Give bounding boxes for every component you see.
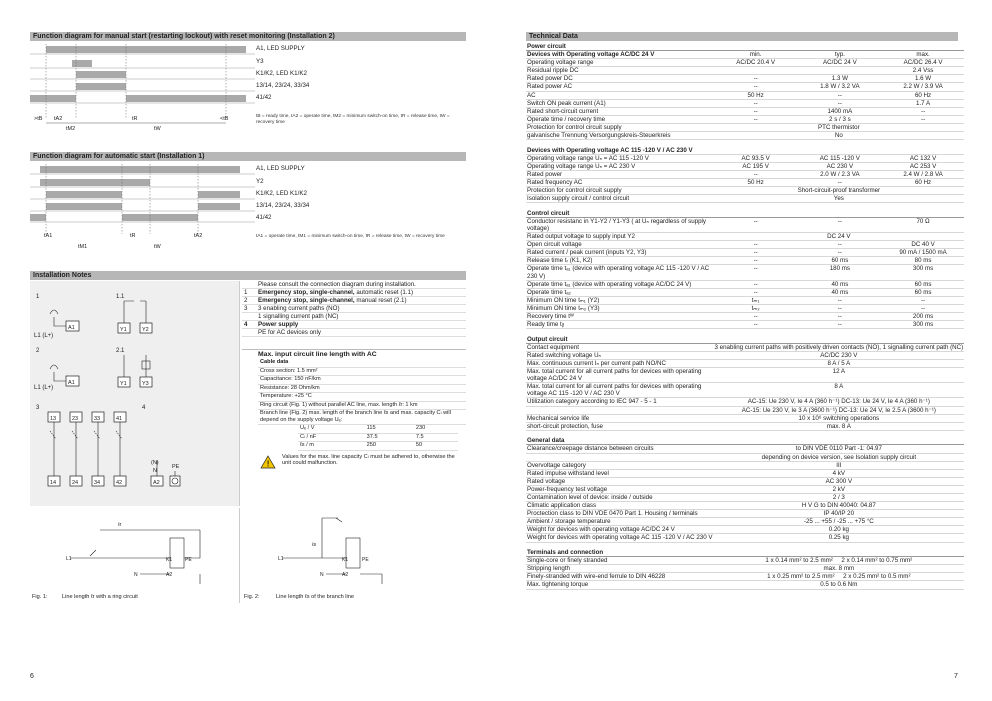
control-row: Conductor resistanc in Y1-Y2 / Y1-Y3 ( at Uₙ regardless of supply voltage) -- -- 70 Ω [526, 217, 964, 232]
tick-ta1-auto: tA1 [44, 233, 53, 239]
cable-row: Temperature: +25 °C [258, 393, 466, 402]
power-row: Operating voltage range AC/DC 20.4 V AC/DC 24 V AC/DC 26.4 V [526, 59, 964, 67]
label-t14: 14 [50, 480, 57, 486]
output-row: short-circuit protection, fuse max. 8 A [526, 422, 964, 430]
cable-subtitle: Cable data [258, 359, 466, 367]
output-row: Max. total current for all current paths for devices with operating voltage AC/DC 24 V 12 A [526, 368, 964, 383]
svg-text:PE: PE [362, 557, 369, 563]
fig1-svg [30, 508, 240, 592]
power-row: Residual ripple DC 2.4 Vss [526, 67, 964, 75]
install-intro: Please consult the connection diagram during installation. [256, 281, 466, 289]
svg-text:!: ! [266, 459, 270, 468]
right-page [496, 0, 992, 701]
auto-diagram [30, 162, 466, 262]
install-item: PE for AC devices only [242, 329, 466, 337]
power-row: AC 50 Hz -- 60 Hz [526, 91, 964, 99]
tick-tm1-auto: tM1 [78, 244, 88, 250]
manual-diagram [30, 42, 466, 147]
svg-text:ℓs: ℓs [312, 542, 317, 548]
manual-row-0: A1, LED SUPPLY [256, 45, 305, 52]
manual-diagram-title: Function diagram for manual start (restarting lockout) with reset monitoring (Installation 2) [30, 32, 466, 41]
terminals-row: Stripping length max. 8 mm [526, 565, 964, 573]
manual-legend: tB = ready time, tA2 = operate time, tM2 = minimum switch-on time, tR = release time, tW = recovery time [256, 114, 450, 126]
page-number-right: 7 [954, 673, 958, 680]
label-l1-a: L1 (L+) [34, 333, 54, 339]
fig2-caption: Line length ℓs of the branch line [276, 594, 354, 600]
label-y3: Y3 [142, 381, 149, 387]
terminals-row: Max. tightening torque 0.5 to 0.6 Nm [526, 581, 964, 589]
svg-text:L1: L1 [66, 556, 72, 562]
cable-branch: Branch line (Fig. 2) max. length of the branch line ℓs and max. capacity Cₗ will depend on the supply voltage Uₑ: [258, 410, 466, 425]
auto-diagram-title: Function diagram for automatic start (Installation 1) [30, 152, 466, 161]
svg-text:N: N [153, 468, 157, 474]
general-row: Climatic application class H V G to DIN 40040: 04.87 [526, 502, 964, 510]
auto-row-2: K1/K2, LED K1/K2 [256, 190, 307, 197]
label-t33: 33 [94, 416, 101, 422]
general-row: depending on device version, see Isolation supply circuit [526, 453, 964, 461]
general-row: Contamination level of device: inside / outside 2 / 3 [526, 493, 964, 501]
install-item: 2 Emergency stop, single-channel, manual reset (2.1) [242, 297, 466, 305]
auto-row-3: 13/14, 23/24, 33/34 [256, 202, 310, 209]
cable-section [242, 349, 466, 472]
control-row: Rated current / peak current (inputs Y2, Y3) -- -- 90 mA / 1500 mA [526, 249, 964, 257]
power-ac-row: Isolation supply circuit / control circuit Yes [526, 195, 964, 203]
auto-timing-svg [30, 162, 255, 262]
label-y1-1: Y1 [120, 327, 127, 333]
tick-tb-manual: >tB [34, 116, 43, 122]
tick-tm2-manual: tM2 [66, 126, 76, 132]
fig1 [30, 508, 240, 603]
label-a1-1: A1 [68, 325, 75, 331]
general-row: Weight for devices with operating voltage AC 115 -120 V / AC 230 V 0.25 kg [526, 534, 964, 542]
control-row: Recovery time tᵂ -- -- 200 ms [526, 313, 964, 321]
svg-text:K1: K1 [166, 557, 173, 563]
label-d3: 3 [36, 405, 40, 411]
output-row: Mechanical service life 10 x 10⁶ switching operations [526, 414, 964, 422]
output-row: Max. continuous current Iₙ per current path NO/NC 8 A / 5 A [526, 359, 964, 367]
output-title: Output circuit [526, 336, 964, 344]
svg-text:N: N [320, 572, 324, 578]
install-notes-table [242, 281, 466, 337]
cable-ring: Ring circuit (Fig. 1) without parallel AC line, max. length ℓr: 1 km [258, 401, 466, 410]
label-t23: 23 [72, 416, 79, 422]
tech-data [526, 43, 964, 590]
general-row: Weight for devices with operating voltage AC/DC 24 V 0.20 kg [526, 526, 964, 534]
install-item: 1 signalling current path (NC) [242, 313, 466, 321]
cable-warning: ! Values for the max. line capacity Cₗ must be adhered to, otherwise the unit could malfunction. [258, 454, 466, 472]
manual-timing-svg [30, 42, 255, 147]
label-d1: 1 [36, 294, 40, 300]
power-row: galvanische Trennung Versorgungskreis-Steuerkreis No [526, 132, 964, 140]
general-title: General data [526, 437, 964, 445]
power-row: Operate time / recovery time -- 2 s / 3 s -- [526, 115, 964, 123]
label-l1-b: L1 (L+) [34, 385, 54, 391]
label-t41: 41 [116, 416, 123, 422]
label-d4: 4 [142, 405, 146, 411]
power-row: Rated short-circuit current -- 1400 mA -- [526, 107, 964, 115]
tech-title: Technical Data [526, 32, 958, 41]
fig2 [242, 508, 466, 603]
cable-row: Capacitance: 150 nF/km [258, 376, 466, 385]
tick-tw-manual: tW [154, 126, 161, 132]
general-row: Overvoltage category III [526, 461, 964, 469]
general-row: Rated voltage AC 300 V [526, 477, 964, 485]
warning-icon [260, 455, 276, 469]
general-row: Proctection class to DIN VDE 0470 Part 1. Housing / terminals IP 40/IP 20 [526, 510, 964, 518]
power-row: Switch ON peak current (A1) -- -- 1.7 A [526, 99, 964, 107]
power-row: Rated power AC -- 1.8 W / 3.2 VA 2.2 W / 3.9 VA [526, 83, 964, 91]
label-t24: 24 [72, 480, 79, 486]
general-row: Ambient / storage temperature -25 ... +55 / -25 ... +75 °C [526, 518, 964, 526]
terminals-title: Terminals and connection [526, 549, 964, 557]
control-row: Release time tᵣ (K1, K2) -- 60 ms 80 ms [526, 257, 964, 265]
install-item: 1 Emergency stop, single-channel, automatic reset (1.1) [242, 289, 466, 297]
control-row: Operate time tₐ₁ (device with operating voltage AC/DC 24 V) -- 40 ms 60 ms [526, 280, 964, 288]
label-a1-2: A1 [68, 380, 75, 386]
svg-text:ℓr: ℓr [118, 522, 122, 528]
manual-row-1: Y3 [256, 58, 264, 65]
label-d2: 2 [36, 348, 40, 354]
label-d21: 2.1 [116, 348, 125, 354]
control-row: Rated output voltage to supply input Y2 DC 24 V [526, 233, 964, 241]
fig1-label: Fig. 1: [32, 594, 48, 600]
label-a2: A2 [153, 480, 160, 486]
label-d11: 1.1 [116, 294, 125, 300]
fig1-caption: Line length ℓr with a ring circuit [62, 594, 138, 600]
output-row: AC-15: Ue 230 V, Ie 3 A (3600 h⁻¹) DC-13: Ue 24 V, Ie 2.5 A (3600 h⁻¹) [526, 406, 964, 414]
output-row: Contact equipment 3 enabling current paths with positively driven contacts (NO), 1 signalling current path (NC) [527, 343, 964, 351]
output-row: Rated switching voltage Uₙ AC/DC 230 V [526, 351, 964, 359]
control-row: Open circuit voltage -- -- DC 40 V [526, 241, 964, 249]
manual-row-2: K1/K2, LED K1/K2 [256, 70, 307, 77]
control-title: Control circuit [526, 210, 964, 218]
auto-legend: tA1 = operate time, tM1 = minimum switch-on time, tR = release time, tW = recovery time [256, 234, 445, 239]
general-row: Clearance/creepage distance between circuits to DIN VDE 0110 Part -1: 04.97 [526, 445, 964, 453]
control-row: Operate time tₐ₂ -- 40 ms 60 ms [526, 288, 964, 296]
tick-ta2-auto: tA2 [194, 233, 203, 239]
fig2-label: Fig. 2: [244, 594, 260, 600]
tick-ta2-manual: tA2 [54, 116, 63, 122]
svg-text:N: N [134, 572, 138, 578]
cable-row: Resistance: 28 Ohm/km [258, 384, 466, 393]
power-ac-row: Rated frequency AC 50 Hz -- 60 Hz [526, 179, 964, 187]
install-item: 3 3 enabling current paths (NO) [242, 305, 466, 313]
cable-title: Max. input circuit line length with AC [258, 351, 377, 358]
auto-row-0: A1, LED SUPPLY [256, 165, 305, 172]
power-ac-row: Operating voltage range Uₙ = AC 230 V AC 195 V AC 230 V AC 253 V [526, 162, 964, 170]
tick-tb2-manual: <tB [220, 116, 229, 122]
general-row: Power-frequency test voltage 2 kV [526, 485, 964, 493]
tick-tr-auto: tR [130, 233, 136, 239]
terminals-row: Single-core or finely stranded 1 x 0.14 mm² to 2.5 mm² 2 x 0.14 mm² to 0.75 mm² [526, 557, 964, 565]
svg-text:K1: K1 [342, 557, 349, 563]
output-row: Max. total current for all current paths for devices with operating voltage AC 115 -120 V / AC 230 V 8 A [526, 383, 964, 398]
label-y1-2: Y1 [120, 381, 127, 387]
manual-row-3: 13/14, 23/24, 33/34 [256, 82, 310, 89]
label-t34: 34 [94, 480, 101, 486]
label-y2: Y2 [142, 327, 149, 333]
svg-text:A2: A2 [166, 572, 173, 578]
install-title: Installation Notes [30, 271, 466, 280]
power-ac-row: Protection for control circuit supply Short-circuit-proof transformer [526, 187, 964, 195]
general-row: Rated impulse withstand level 4 kV [526, 469, 964, 477]
control-row: Ready time tᵦ -- -- 300 ms [526, 321, 964, 329]
svg-text:PE: PE [185, 557, 192, 563]
power-row: Rated power DC -- 1.3 W 1.6 W [526, 75, 964, 83]
cable-row: Cross section: 1.5 mm² [258, 367, 466, 376]
control-row: Operate time tₐ₁ (device with operating voltage AC 115 -120 V / AC 230 V) -- 180 ms 300 ms [526, 265, 964, 280]
install-notes [242, 281, 466, 472]
manual-row-4: 41/42 [256, 94, 272, 101]
auto-row-1: Y2 [256, 178, 264, 185]
install-schematic-svg [30, 281, 240, 506]
label-t42: 42 [116, 480, 123, 486]
install-schematic [30, 281, 240, 506]
power-table: Power circuit Devices with Operating voltage AC/DC 24 V min. typ. max. Operating voltage range AC/DC 20.4 V AC/DC 24 V AC/DC 26.4 V Residual ripple DC 2.4 Vss Rated power DC -- 1.3 W 1.6 W Rated power AC -- 1.8 W / 3.2 VA 2.2 W / 3.9 VA AC 50 Hz -- 60 Hz Switch ON peak current (A1) -- -- 1.7 A Rated short-circuit current -- 1400 mA -- Operate time / recovery time -- 2 s / 3 s -- Protection for control circuit supply PTC thermistor galvanische Trennung Versorgungskreis-Steuerkreis No Devices with Operating voltage AC 115 -120 V / AC 230 V Operating voltage range Uₙ = AC 115 -120 V AC 93.5 V AC 115 -120 V AC 132 V Operating voltage range Uₙ = AC 230 V AC 195 V AC 230 V AC 253 V Rated power -- 2.0 W / 2.3 VA 2.4 W / 2.8 VA Rated frequency AC 50 Hz -- 60 Hz Protection for control circuit supply Short-circuit-proof transformer Isolation supply circuit / control circuit Yes Control circuit Conductor resistanc in Y1-Y2 / Y1-Y3 ( at Uₙ regardless of supply voltage) -- -- 70 Ω Rated output voltage to supply input Y2 DC 24 V Open circuit voltage -- -- DC 40 V Rated current / peak current (inputs Y2, Y3) -- -- 90 mA / 1500 mA Release time tᵣ (K1, K2) -- 60 ms 80 ms Operate time tₐ₁ (device with operating voltage AC 115 -120 V / AC 230 V) -- 180 ms 300 ms Operate time tₐ₁ (device with operating voltage AC/DC 24 V) -- 40 ms 60 ms Operate time tₐ₂ -- 40 ms 60 ms Minimum ON time tₘ₁ (Y2) tₘ₁ -- -- Minimum ON time tₘ₂ (Y3) tₘ₂ -- -- Recovery time tᵂ -- -- 200 ms Ready time tᵦ -- -- 300 ms Output circuit Contact equipment 3 enabling current paths with positively driven contacts (NO), 1 signalling current path (NC) Rated switching voltage Uₙ AC/DC 230 V Max. continuous current Iₙ per current path NO/NC 8 A / 5 A Max. total current for all current paths for devices with operating voltage AC/DC 24 V 12 A Max. total current for all current paths for devices with operating voltage AC 115 -120 V / AC 230 V 8 A Utilization category according to IEC 947 - 5 - 1 AC-15: Ue 230 V, Ie 4 A (360 h⁻¹) DC-13: Ue 24 V, Ie 4 A (360 h⁻¹) AC-15: Ue 230 V, Ie 3 A (3600 h⁻¹) DC-13: Ue 24 V, Ie 2.5 A (3600 h⁻¹) Mechanical service life 10 x 10⁶ switching operations short-circuit protection, fuse max. 8 A General data Clearance/creepage distance between circuits to DIN VDE 0110 Part -1: 04.97 depending on device version, see Isolation supply circuit Overvoltage category III Rated impulse withstand level 4 kV Rated voltage AC 300 V Power-frequency test voltage 2 kV Contamination level of device: inside / outside 2 / 3 Climatic application class H V G to DIN 40040: 04.87 Proctection class to DIN VDE 0470 Part 1. Housing / terminals IP 40/IP 20 Ambient / storage temperature -25 ... +55 / -25 ... +75 °C Weight for devices with operating voltage AC/DC 24 V 0.20 kg Weight for devices with operating voltage AC 115 -120 V / AC 230 V 0.25 kg Terminals and connection Single-core or finely stranded 1 x 0.14 mm² to 2.5 mm² 2 x 0.14 mm² to 0.75 mm² Stripping length max. 8 mm Finely-stranded with wire-end ferrule to DIN 46228 1 x 0.25 mm² to 2.5 mm² 2 x 0.25 mm² to 0.5 mm² Max. tightening torque 0.5 to 0.6 Nm [527, 43, 964, 589]
install-item: 4 Power supply [242, 321, 466, 329]
label-pe: PE [172, 464, 180, 470]
cable-table [258, 359, 466, 425]
power-row: Protection for control circuit supply PTC thermistor [526, 123, 964, 131]
page-number-left: 6 [30, 673, 34, 680]
tick-tw-auto: tW [154, 244, 161, 250]
fig2-svg [242, 508, 466, 592]
cable-voltage-table: Uₑ / V 115 230 Cₗ / nF 37.5 7.5 ℓs / m 250 50 [298, 425, 458, 451]
control-row: Minimum ON time tₘ₁ (Y2) tₘ₁ -- -- [526, 296, 964, 304]
label-t13: 13 [50, 416, 57, 422]
power-title: Power circuit [526, 43, 964, 51]
svg-text:(N): (N) [151, 460, 159, 466]
auto-row-4: 41/42 [256, 214, 272, 221]
output-row: Utilization category according to IEC 947 - 5 - 1 AC-15: Ue 230 V, Ie 4 A (360 h⁻¹) DC-13: Ue 24 V, Ie 4 A (360 h⁻¹) [526, 398, 964, 406]
power-ac-row: Rated power -- 2.0 W / 2.3 VA 2.4 W / 2.8 VA [526, 170, 964, 178]
tick-tr-manual: tR [132, 116, 138, 122]
power-ac-row: Operating voltage range Uₙ = AC 115 -120 V AC 93.5 V AC 115 -120 V AC 132 V [526, 154, 964, 162]
control-row: Minimum ON time tₘ₂ (Y3) tₘ₂ -- -- [526, 304, 964, 312]
svg-text:A2: A2 [342, 572, 349, 578]
terminals-row: Finely-stranded with wire-end ferrule to DIN 46228 1 x 0.25 mm² to 2.5 mm² 2 x 0.25 mm² to 0.5 mm² [526, 573, 964, 581]
svg-text:L1: L1 [278, 556, 284, 562]
